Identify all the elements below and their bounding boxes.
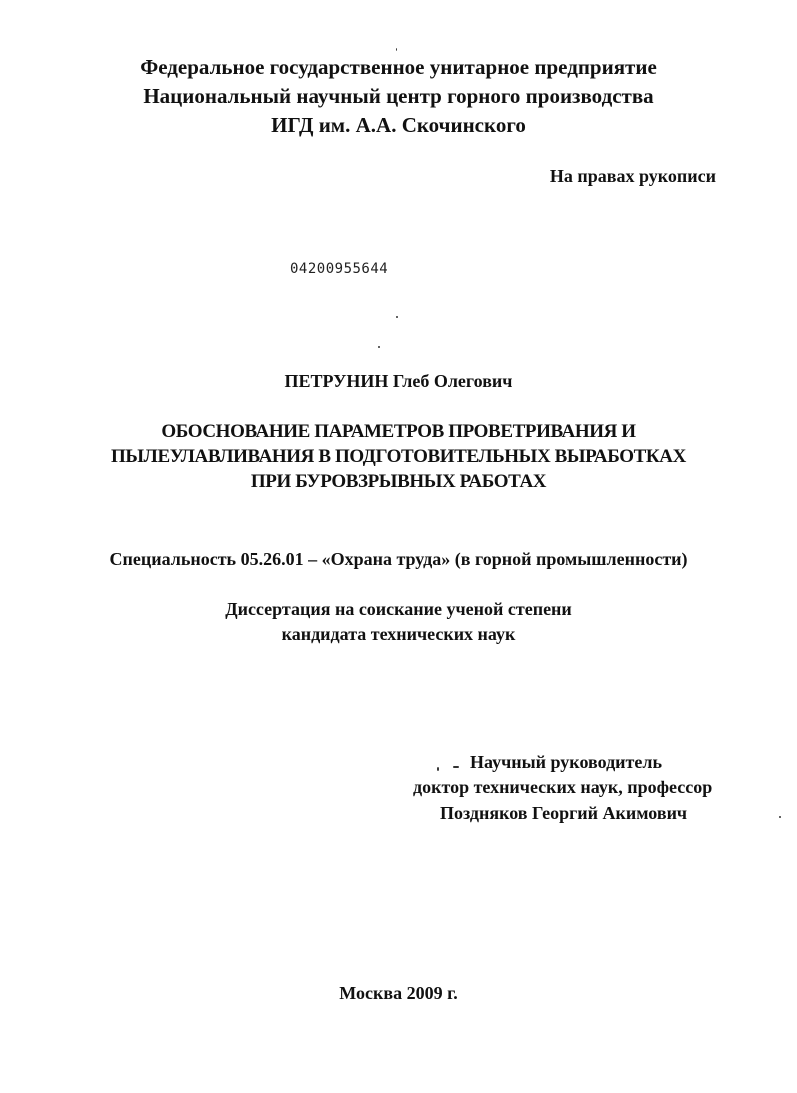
city-year: Москва 2009 г.: [339, 983, 458, 1003]
author-name: ПЕТРУНИН Глеб Олегович: [284, 371, 513, 391]
dissertation-degree-line-2: кандидата технических наук: [281, 624, 516, 644]
scan-speck: [779, 816, 781, 818]
scan-speck: [396, 316, 398, 318]
dissertation-title-line-3: ПРИ БУРОВЗРЫВНЫХ РАБОТАХ: [250, 471, 547, 492]
dissertation-degree-line-1: Диссертация на соискание ученой степени: [225, 599, 572, 619]
catalog-number: 04200955644: [290, 261, 389, 277]
manuscript-rights-note: На правах рукописи: [549, 166, 716, 186]
supervisor-label: Научный руководитель: [470, 752, 662, 772]
scan-speck: [437, 767, 439, 771]
scan-speck: [396, 48, 397, 51]
scan-speck: [453, 766, 459, 768]
organization-line-3: ИГД им. А.А. Скочинского: [271, 113, 526, 137]
supervisor-name: Поздняков Георгий Акимович: [440, 803, 688, 823]
supervisor-degree: доктор технических наук, профессор: [413, 777, 713, 797]
scan-speck: [378, 346, 380, 348]
dissertation-title-line-1: ОБОСНОВАНИЕ ПАРАМЕТРОВ ПРОВЕТРИВАНИЯ И: [161, 421, 636, 442]
dissertation-title-line-2: ПЫЛЕУЛАВЛИВАНИЯ В ПОДГОТОВИТЕЛЬНЫХ ВЫРАБОТКАХ: [111, 446, 686, 467]
organization-line-2: Национальный научный центр горного производства: [143, 84, 654, 108]
organization-line-1: Федеральное государственное унитарное предприятие: [140, 55, 657, 79]
specialty-line: Специальность 05.26.01 – «Охрана труда» (в горной промышленности): [109, 549, 688, 569]
